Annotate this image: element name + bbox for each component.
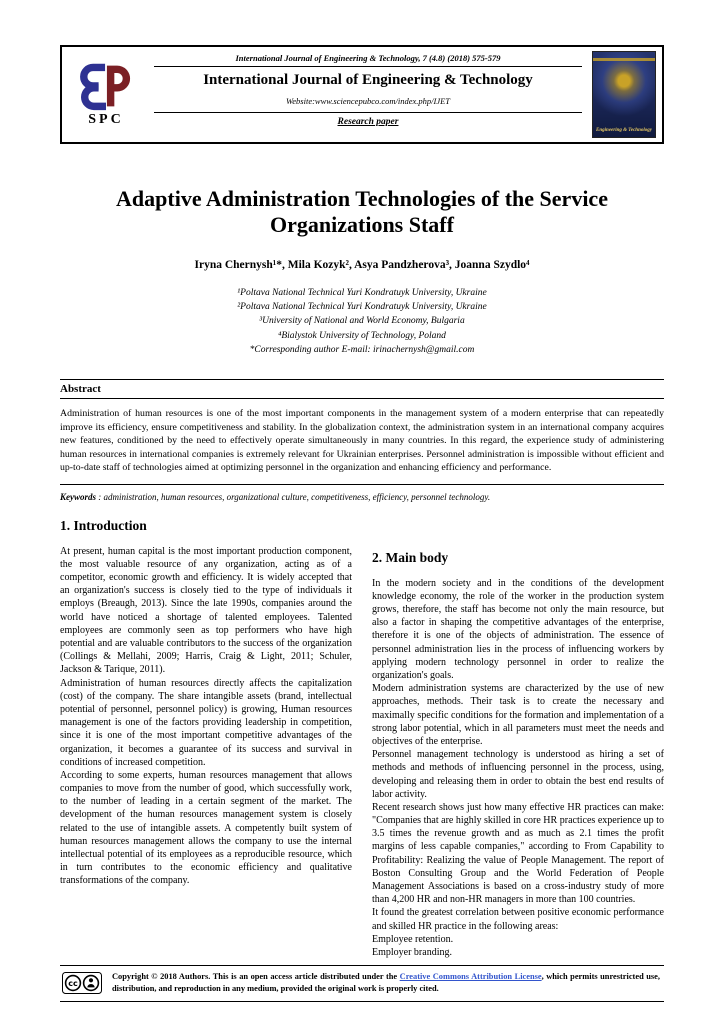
header-divider-bottom (154, 112, 582, 113)
left-column (60, 518, 352, 959)
affiliation-line: ⁴Bialystok University of Technology, Poland (278, 330, 446, 341)
affiliation-line: ¹Poltava National Technical Yuri Kondratuyk University, Ukraine (237, 287, 487, 298)
main-body-list-item: Employee retention. (372, 933, 454, 945)
right-column (372, 518, 664, 959)
header-divider-top (154, 66, 582, 67)
affiliation-line: ³University of National and World Economy, Bulgaria (259, 316, 465, 327)
cc-license-link[interactable]: Creative Commons Attribution License (399, 972, 542, 982)
main-body-paragraph: Personnel management technology is understood as hiring a set of methods and methods of influencing personnel in the process, using, developing and releasing them in order to obtain the best end results of labor activity. (372, 749, 664, 800)
copyright-text-before: Copyright © 2018 Authors. This is an open access article distributed under the (112, 972, 400, 982)
journal-title: International Journal of Engineering & Technology (203, 72, 533, 88)
main-body-paragraph: In the modern society and in the conditions of the development knowledge economy, the role of the worker in the production system grows, therefore, the staff has become not only the main resource, but also a factor in shaping the competitive advantages of the enterprise, therefore it is one of the objects of administration. The essence of personnel administration lies in the process of influencing workers by applying modern technology personnel in order to realize the organization's goals. (372, 577, 664, 682)
affiliations-block (60, 286, 664, 357)
research-paper-label: Research paper (337, 117, 399, 127)
cover-decoration (593, 58, 655, 61)
article-title: Adaptive Administration Technologies of the Service Organizations Staff (116, 186, 608, 237)
spc-logo-icon (78, 61, 134, 111)
journal-header (60, 45, 664, 144)
keywords-line (60, 492, 664, 502)
keywords-text: : administration, human resources, organizational culture, competitiveness, efficiency, personnel technology. (96, 491, 491, 502)
main-body-paragraph: Recent research shows just how many effective HR practices can make: "Companies that are highly skilled in core HR practices experience up to 3.5 times the revenue growth and as much as 2.1 times the profit margins of less capable companies," according to From Capability to Profitability: Realizing the value of People Management. The report of Boston Consulting Group and the World Federation of People Management Associations is based on a cross-industry study of more than 4,200 HR and non-HR managers in more than 100 countries. (372, 801, 664, 906)
publisher-logo-label: SPC (88, 112, 124, 127)
affiliation-line: ²Poltava National Technical Yuri Kondratuyk University, Ukraine (237, 302, 487, 313)
citation-line: International Journal of Engineering & Technology, 7 (4.8) (2018) 575-579 (235, 53, 501, 63)
abstract-heading: Abstract (60, 383, 101, 396)
abstract-text: Administration of human resources is one of the most important components in the management system of a modern enterprise that can repeatedly improve its efficiency, ensure competitiveness and stability. In the globalization context, the administration system in an international company acquires new features, conditioned by the need to effectively operate simultaneously in many countries. In this regard, the experience study of administering human resources in international companies is extremely relevant for Ukrainian enterprises. Personnel administration is impossible without efficient and up-to-date staff of technologies aimed at optimizing personnel in the organization and enhancing efficiency and performance. (60, 408, 664, 474)
section-heading-introduction: 1. Introduction (60, 517, 147, 533)
main-body-list-item: Employer branding. (372, 946, 452, 958)
main-body-paragraph: Modern administration systems are characterized by the use of new approaches, methods. Their task is to create the necessary and maximally specific conditions for the formation and implementation of a strong labor potential, which in all parameters must meet the needs and objectives of the enterprise. (372, 683, 664, 747)
copyright-text (112, 971, 660, 995)
authors-line: Iryna Chernysh¹*, Mila Kozyk², Asya Pandzherova³, Joanna Szydlo⁴ (194, 258, 530, 271)
copyright-text-after: , which permits unrestricted use, distribution, and reproduction in any medium, provided the original work is properly cited. (112, 972, 660, 994)
main-body-paragraph: It found the greatest correlation between positive economic performance and skilled HR practice in the following areas: (372, 907, 664, 932)
cc-by-icon (62, 972, 102, 994)
section-heading-main-body: 2. Main body (372, 549, 449, 565)
intro-paragraph: According to some experts, human resources management that allows companies to move from the number of good, which successfully work, to the number of leading in a certain segment of the market. The development of the human resources management system is closely related to the use of intangible assets. A competently built system of human resources management allows the company to use the internal intellectual potential of its employees as a reproducible resource, which in turn contributes to the economic efficiency and qualitative transformations of the company. (60, 769, 352, 887)
cover-caption: Engineering & Technology (596, 128, 652, 133)
corresponding-author-line: *Corresponding author E-mail: irinachernysh@gmail.com (249, 344, 475, 355)
abstract-divider-top (60, 379, 664, 380)
svg-text:cc: cc (68, 979, 78, 989)
intro-paragraph: Administration of human resources directly affects the capitalization (cost) of the company. The share intangible assets (brand, intellectual potential of personnel, personnel policy) is growing, Human resources management is one of the factors providing leadership in competition, since it is one of the most important competitive advantages of the organization, it becomes a guarantee of its success and survival in conditions of increased competition. (60, 677, 352, 768)
publisher-logo (68, 51, 144, 138)
copyright-footer (60, 965, 664, 1002)
keywords-label: Keywords (60, 491, 96, 502)
journal-header-center (144, 51, 592, 138)
keywords-divider (60, 484, 664, 485)
journal-website: Website:www.sciencepubco.com/index.php/IJET (285, 96, 451, 106)
abstract-divider-mid (60, 398, 664, 399)
journal-cover-image (592, 51, 656, 138)
body-columns (60, 518, 664, 959)
intro-paragraph: At present, human capital is the most important production component, the most valuable resource of any organization, acting as of a competitor, economic growth and efficiency. It is widely accepted that an organization's success is closely tied to the type of individuals it employs (Breaugh, 2013). Since the late 1990s, companies around the world have noticed a shortage of talented employees. Talented employees are commonly seen as top performers who have high potential and are valuable contributors to the success of the organization (Collings & Mellahi, 2009; Harris, Craig & Light, 2011; Schuler, Jackson & Tarique, 2011). (60, 545, 352, 676)
